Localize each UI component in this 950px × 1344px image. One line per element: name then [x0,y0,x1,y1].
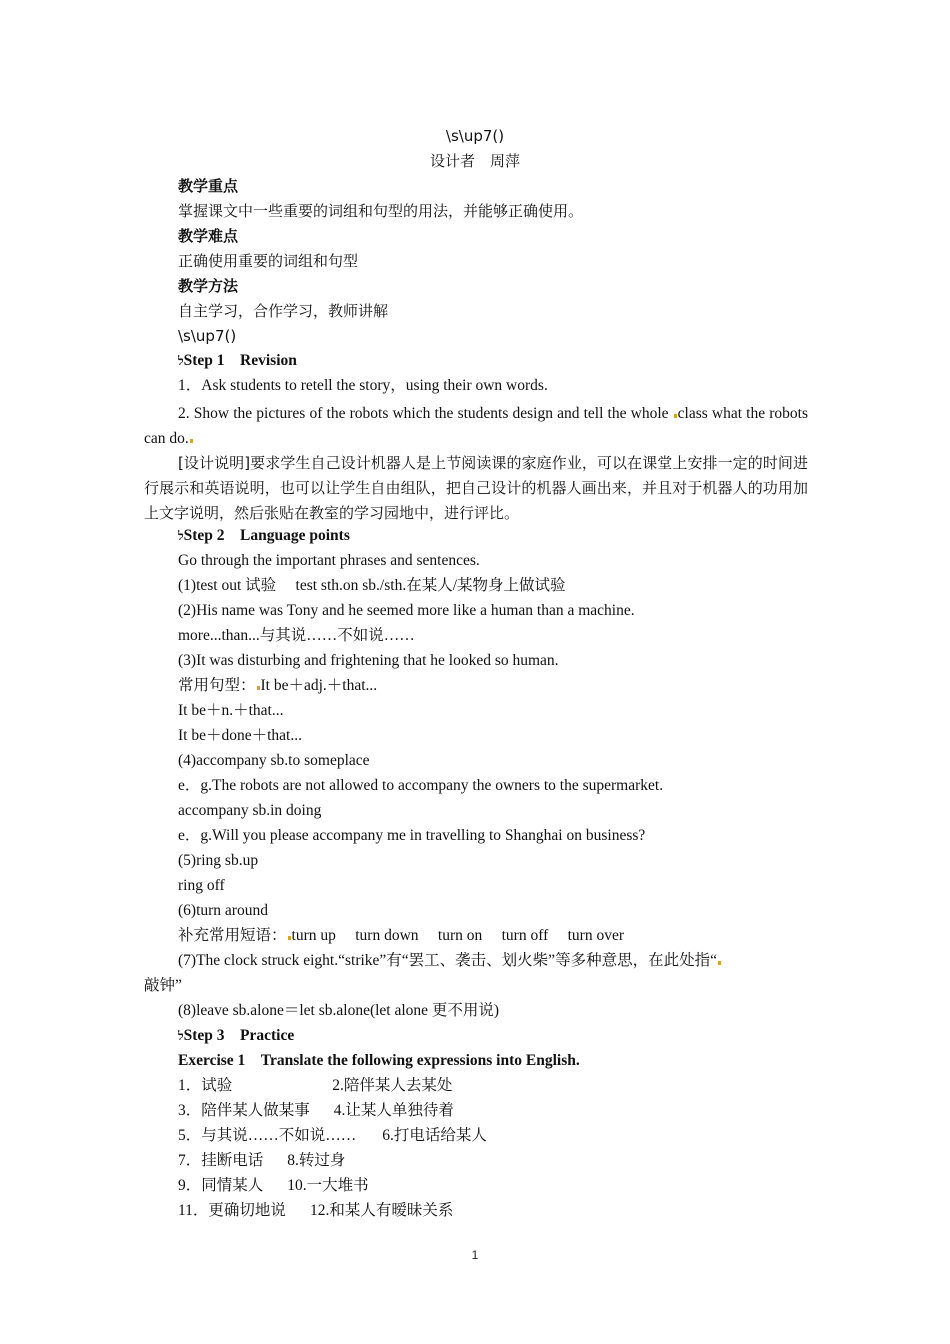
step2-line: It be＋n.＋that... [178,702,284,719]
step2-heading [178,526,350,546]
step2-line: Go through the important phrases and sentences. [178,552,480,569]
step1-item2-text-b: class what the robots can do. [144,405,808,447]
key-points-text: 掌握课文中一些重要的词组和句型的用法，并能够正确使用。 [178,202,584,220]
step2-line: (4)accompany sb.to someplace [178,752,370,769]
exercise-item: 8.转过身 [287,1152,346,1169]
step2-line: e．g.The robots are not allowed to accompany the owners to the supermarket. [178,777,664,794]
exercise1-heading: Exercise 1 Translate the following expressions into English. [178,1052,580,1069]
step2-line: ring off [178,877,225,894]
exercise-item: 11．更确切地说 [178,1202,286,1219]
exercise-item: 12.和某人有暧昧关系 [309,1202,454,1219]
exercise-item: 5．与其说……不如说…… [178,1127,357,1144]
step2-line [178,676,377,696]
step2-heading-text: Step 2 Language points [183,527,350,544]
exercise-row [178,1101,454,1121]
exercise-item: 6.打电话给某人 [382,1127,487,1144]
step3-heading [178,1026,294,1046]
anchor-marker-icon [674,414,677,418]
difficulty-heading: 教学难点 [178,227,239,245]
exercise-item: 4.让某人单独待着 [333,1102,454,1119]
step1-heading-text: Step 1 Revision [183,352,297,369]
step2-line: (1)test out 试验 test sth.on sb./sth.在某人/某物身上做试验 [178,577,566,594]
anchor-marker-icon [190,439,193,443]
exercise-row [178,1176,369,1196]
step1-item2 [144,401,808,451]
step2-line: accompany sb.in doing [178,802,322,819]
step2-line: more...than...与其说……不如说…… [178,627,415,644]
anchor-marker-icon [288,936,291,940]
step2-line: (6)turn around [178,902,268,919]
exercise-row [178,1201,453,1221]
step2-line: e．g.Will you please accompany me in travelling to Shanghai on business? [178,827,646,844]
pattern-1: It be＋adj.＋that... [260,677,378,694]
page-number: 1 [471,1248,479,1262]
key-points-heading: 教学重点 [178,177,239,195]
step-marker-icon: ל [178,529,184,543]
step2-line: (8)leave sb.alone＝let sb.alone(let alone 更不用说) [178,1002,500,1019]
exercise-item: 9．同情某人 [178,1177,264,1194]
step-marker-icon: ל [178,354,184,368]
exercise-item: 2.陪伴某人去某处 [332,1077,453,1094]
step2-line [178,926,624,946]
methods-heading: 教学方法 [178,277,239,295]
step1-item1: 1．Ask students to retell the story，using their own words. [178,377,548,394]
methods-text: 自主学习，合作学习，教师讲解 [178,302,389,320]
design-note: [设计说明]要求学生自己设计机器人是上节阅读课的家庭作业，可以在课堂上安排一定的时间进行展示和英语说明，也可以让学生自由组队，把自己设计的机器人画出来，并且对于机器人的功用加上文字说明，然后张贴在教室的学习园地中，进行评比。 [144,454,808,522]
step2-line: It be＋done＋that... [178,727,302,744]
exercise-item: 1．试验 [178,1077,233,1094]
exercise-row [178,1076,452,1096]
anchor-marker-icon [718,961,721,965]
step2-line: 敲钟” [144,977,182,994]
exercise-row [178,1126,487,1146]
difficulty-text: 正确使用重要的词组和句型 [178,252,359,270]
anchor-marker-icon [257,686,260,690]
exercise-item: 3．陪伴某人做某事 [178,1102,310,1119]
exercise-item: 10.一大堆书 [287,1177,369,1194]
phrases-list: turn up turn down turn on turn off turn over [291,927,625,944]
step2-line: (5)ring sb.up [178,852,259,869]
step2-line: (2)His name was Tony and he seemed more like a human than a machine. [178,602,635,619]
step-marker-icon: ל [178,1029,184,1043]
phrases-label: 补充常用短语： [178,927,287,944]
step1-heading [178,351,297,371]
step2-line [178,951,722,971]
exercise-row [178,1151,345,1171]
step1-item2-text-a: 2. Show the pictures of the robots which the students design and tell the whole [178,405,673,422]
strike-note: (7)The clock struck eight.“strike”有“罢工、袭击、划火柴”等多种意思，在此处指“ [178,952,717,969]
designer-credit: 设计者 周萍 [429,152,520,170]
document-title: \s\up7() [445,127,505,145]
field-code: \s\up7() [178,327,237,345]
step3-heading-text: Step 3 Practice [183,1027,295,1044]
pattern-label: 常用句型： [178,677,256,694]
step2-line: (3)It was disturbing and frightening that he looked so human. [178,652,559,669]
exercise-item: 7．挂断电话 [178,1152,264,1169]
